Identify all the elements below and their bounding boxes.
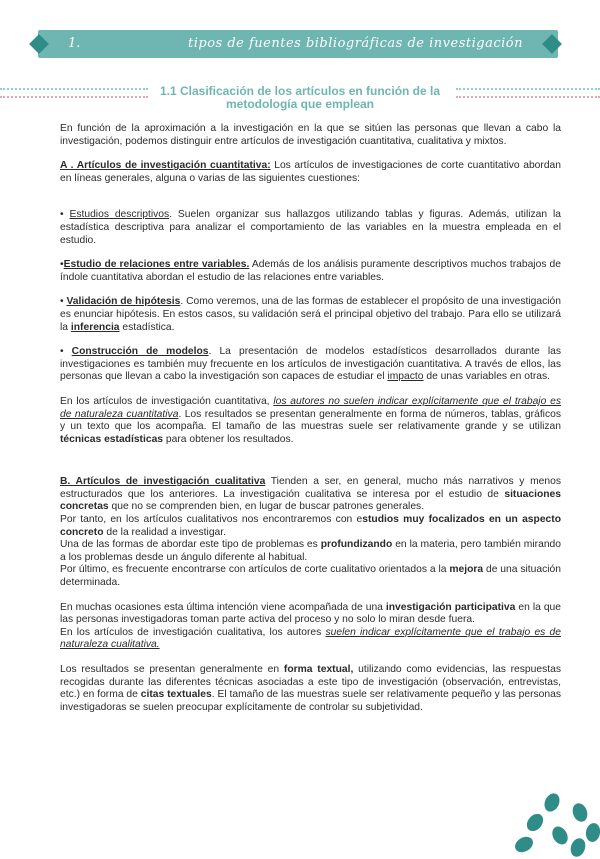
section-b-p6: En los artículos de investigación cualitativa, los autores suelen indicar explícitamente que el trabajo es de naturaleza cualitativa. bbox=[60, 626, 561, 651]
intro-paragraph: En función de la aproximación a la investigación en la que se sitúen las personas que llevan a cabo la investigación, podemos distinguir entre artículos de investigación cuantitativa, cualitativa y mixtos. bbox=[60, 123, 561, 147]
bullet-descriptive: • Estudios descriptivos. Suelen organizar sus hallazgos utilizando tablas y figuras. Además, utilizan la estadística descriptiva para analizar el comportamiento de las variables en la muestra empleada en el estudio. bbox=[60, 209, 561, 246]
section-b-p3: Una de las formas de abordar este tipo de problemas es profundizando en la materia, pero también mirando a los problemas desde un ángulo diferente al habitual. bbox=[60, 539, 561, 563]
section-b-p5: En muchas ocasiones esta última intención viene acompañada de una investigación participativa en la que las personas investigadoras toman parte activa del proceso y no solo lo miran desde fuera. bbox=[60, 601, 562, 626]
dotted-line-left-bottom bbox=[0, 96, 148, 100]
section-b-p2: Por tanto, en los artículos cualitativos nos encontraremos con estudios muy focalizados en un aspecto concreto de la realidad a investigar. bbox=[60, 514, 561, 538]
bullet-hypothesis: • Validación de hipótesis. Como veremos, una de las formas de establecer el propósito de una investigación es enunciar hipótesis. En estos casos, su validación será el principal objetivo del trabajo. Para ello se utilizará la inferencia estadística. bbox=[60, 296, 561, 333]
section-b-p1: B. Artículos de investigación cualitativa Tienden a ser, en general, mucho más narrativos y menos estructurados que los anteriores. La investigación cualitativa se interesa por el estudio de situaciones concretas que no se comprenden bien, en lugar de buscar patrones generales. bbox=[60, 476, 561, 513]
chapter-number: 1. bbox=[68, 36, 81, 51]
bullet-models: • Construcción de modelos. La presentación de modelos estadísticos desarrollados durante las investigaciones es también muy frecuente en los artículos de investigación cuantitativa. A través de ellos, las personas que llevan a cabo la investigación son capaces de estudiar el impacto de unas variables en otras. bbox=[60, 346, 561, 383]
dotted-line-right-bottom bbox=[456, 96, 600, 100]
bullet-relations: •Estudio de relaciones entre variables. Además de los análisis puramente descriptivos muchos trabajos de índole cuantitativa abordan el estudio de las relaciones entre variables. bbox=[60, 259, 562, 283]
section-a-intro: A . Artículos de investigación cuantitativa: Los artículos de investigaciones de corte cuantitativo abordan en líneas generales, alguna o varias de las siguientes cuestiones: bbox=[60, 160, 562, 184]
section-b-heading: B. Artículos de investigación cualitativa bbox=[60, 476, 266, 488]
chapter-title: tipos de fuentes bibliográficas de investigación bbox=[188, 36, 523, 51]
chapter-banner bbox=[38, 30, 558, 58]
section-a-closing: En los artículos de investigación cuantitativa, los autores no suelen indicar explícitamente que el trabajo es de naturaleza cuantitativa. Los resultados se presentan generalmente en forma de números, tablas, gráficos y un texto que los acompaña. El tamaño de las muestras suele ser relativamente grande y se utilizan técnicas estadísticas para obtener los resultados. bbox=[60, 395, 561, 445]
section-a-heading: A . Artículos de investigación cuantitativa: bbox=[60, 160, 271, 172]
dotted-line-left-top bbox=[0, 88, 148, 92]
section-b-p4: Por último, es frecuente encontrarse con artículos de corte cualitativo orientados a la mejora de una situación determinada. bbox=[60, 564, 561, 589]
section-title: 1.1 Clasificación de los artículos en función de la metodología que emplean bbox=[159, 84, 441, 111]
section-b-p7: Los resultados se presentan generalmente en forma textual, utilizando como evidencias, las respuestas recogidas durante las diferentes técnicas asociadas a este tipo de investigación (observación, entrevistas, etc.) en forma de citas textuales. El tamaño de las muestras suele ser relativamente pequeño y las personas investigadoras se suelen preocupar explícitamente de controlar su subjetividad. bbox=[60, 664, 561, 713]
document-body bbox=[60, 123, 561, 726]
dotted-line-right-top bbox=[456, 88, 600, 92]
